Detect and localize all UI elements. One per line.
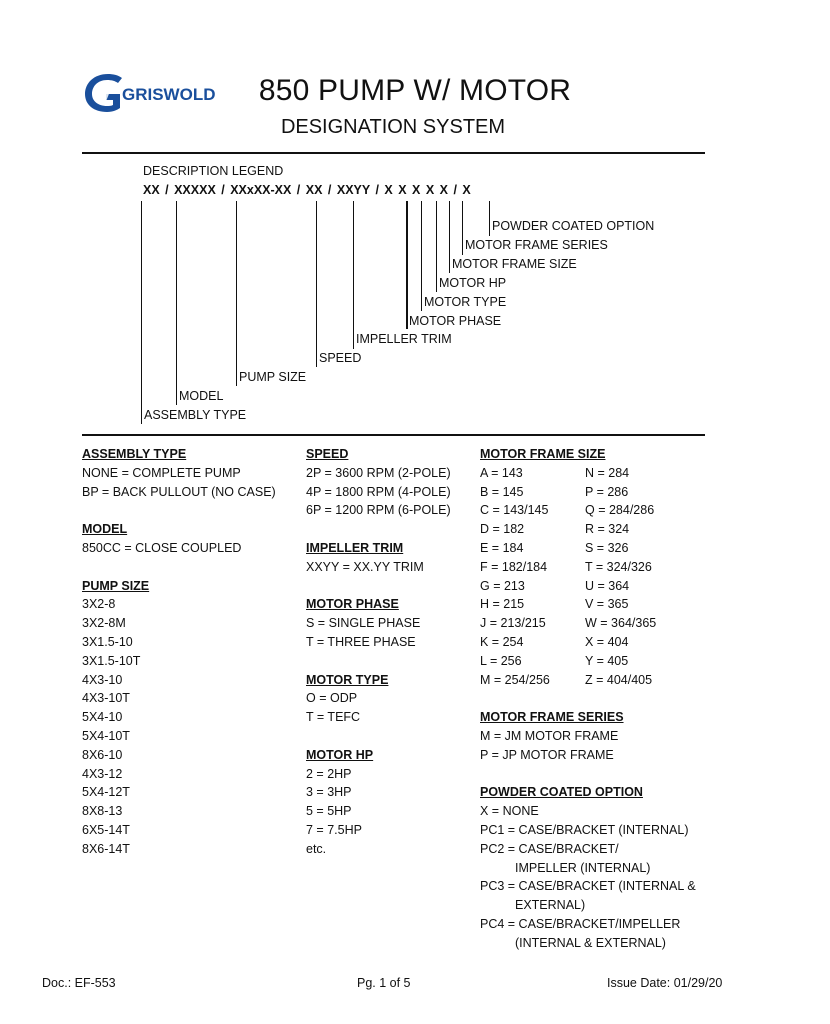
list-item: XXYY = XX.YY TRIM — [306, 559, 424, 574]
legend-line-motor-phase — [406, 201, 408, 329]
frame-size-value: Z = 404/405 — [585, 672, 653, 687]
column-2 — [306, 445, 451, 859]
logo-text: GRISWOLD — [122, 85, 216, 104]
legend-label-speed: SPEED — [319, 351, 362, 365]
frame-size-value: F = 182/184 — [480, 559, 548, 574]
list-item: 2 = 2HP — [306, 766, 352, 781]
list-item: 8X6-10 — [82, 747, 123, 762]
frame-size-value: T = 324/326 — [585, 559, 652, 574]
legend-label-motor-phase: MOTOR PHASE — [409, 314, 502, 328]
list-item: etc. — [306, 841, 327, 856]
list-item: 3X1.5-10T — [82, 653, 141, 668]
table-row — [480, 614, 696, 633]
legend-label-pump-size: PUMP SIZE — [239, 370, 307, 384]
table-row — [480, 577, 696, 596]
motor-hp-heading: MOTOR HP — [306, 747, 374, 762]
table-row — [480, 595, 696, 614]
list-item: 4P = 1800 RPM (4-POLE) — [306, 484, 451, 499]
frame-size-value: K = 254 — [480, 634, 524, 649]
list-item: 2P = 3600 RPM (2-POLE) — [306, 465, 451, 480]
list-item: BP = BACK PULLOUT (NO CASE) — [82, 484, 276, 499]
frame-size-value: M = 254/256 — [480, 672, 550, 687]
legend-label-impeller-trim: IMPELLER TRIM — [356, 332, 452, 346]
legend-label-assembly: ASSEMBLY TYPE — [144, 408, 247, 422]
frame-size-value: J = 213/215 — [480, 616, 546, 631]
list-item: P = JP MOTOR FRAME — [480, 747, 614, 762]
speed-heading: SPEED — [306, 447, 349, 461]
frame-size-value: G = 213 — [480, 578, 525, 593]
frame-size-value: A = 143 — [480, 465, 523, 480]
column-1 — [82, 445, 276, 859]
list-item: 8X8-13 — [82, 804, 123, 819]
frame-size-value: W = 364/365 — [585, 616, 657, 631]
issue-date: Issue Date: 01/29/20 — [607, 976, 723, 990]
document-number: Doc.: EF-553 — [42, 976, 116, 990]
frame-size-value: P = 286 — [585, 484, 629, 499]
frame-size-value: X = 404 — [585, 634, 629, 649]
list-item: EXTERNAL) — [515, 898, 586, 913]
list-item: PC2 = CASE/BRACKET/ — [480, 841, 619, 856]
list-item: 6X5-14T — [82, 822, 130, 837]
middle-divider — [82, 434, 705, 436]
frame-size-value: V = 365 — [585, 597, 629, 612]
column-3 — [480, 445, 696, 953]
list-item: 3 = 3HP — [306, 785, 352, 800]
frame-size-value: E = 184 — [480, 540, 524, 555]
table-row — [480, 633, 696, 652]
legend-line-motor-type — [421, 201, 422, 311]
table-row — [480, 520, 696, 539]
frame-size-value: H = 215 — [480, 597, 525, 612]
frame-size-value: Q = 284/286 — [585, 503, 655, 518]
list-item: T = TEFC — [306, 710, 361, 725]
legend-label-frame-series: MOTOR FRAME SERIES — [465, 238, 608, 252]
list-item: 3X1.5-10 — [82, 634, 133, 649]
list-item: NONE = COMPLETE PUMP — [82, 465, 241, 480]
list-item: PC4 = CASE/BRACKET/IMPELLER — [480, 916, 681, 931]
list-item: O = ODP — [306, 691, 358, 706]
legend-line-motor-hp — [436, 201, 437, 292]
page-number: Pg. 1 of 5 — [357, 976, 411, 990]
assembly-type-heading: ASSEMBLY TYPE — [82, 447, 187, 461]
list-item: 5 = 5HP — [306, 804, 352, 819]
list-item: 850CC = CLOSE COUPLED — [82, 540, 242, 555]
list-item: 6P = 1200 RPM (6-POLE) — [306, 503, 451, 518]
page-title: 850 PUMP W/ MOTOR — [258, 74, 572, 107]
frame-size-value: R = 324 — [585, 522, 630, 537]
legend-label-motor-type: MOTOR TYPE — [424, 295, 507, 309]
table-row — [480, 671, 696, 690]
frame-size-value: U = 364 — [585, 578, 630, 593]
legend-line-frame-series — [462, 201, 463, 255]
list-item: 5X4-10T — [82, 728, 130, 743]
legend-line-powder — [489, 201, 490, 236]
top-divider — [82, 152, 705, 154]
page-subtitle: DESIGNATION SYSTEM — [280, 116, 506, 138]
legend-line-speed — [316, 201, 317, 367]
legend-line-pump-size — [236, 201, 237, 386]
list-item: 4X3-12 — [82, 766, 123, 781]
list-item: 3X2-8 — [82, 597, 116, 612]
list-item: T = THREE PHASE — [306, 634, 416, 649]
frame-size-value: N = 284 — [585, 465, 630, 480]
frame-size-value: B = 145 — [480, 484, 524, 499]
list-item: 4X3-10T — [82, 691, 130, 706]
table-row — [480, 539, 696, 558]
table-row — [480, 558, 696, 577]
list-item: PC1 = CASE/BRACKET (INTERNAL) — [480, 822, 689, 837]
motor-phase-heading: MOTOR PHASE — [306, 597, 399, 612]
frame-size-value: L = 256 — [480, 653, 522, 668]
frame-size-value: D = 182 — [480, 522, 525, 537]
list-item: PC3 = CASE/BRACKET (INTERNAL & — [480, 879, 696, 894]
frame-size-heading: MOTOR FRAME SIZE — [480, 447, 606, 461]
legend-code: XX / XXXXX / XXxXX-XX / XX / XXYY / X X X X X / X — [143, 183, 471, 197]
powder-coated-heading: POWDER COATED OPTION — [480, 785, 643, 800]
list-item: 5X4-10 — [82, 710, 123, 725]
legend-line-impeller-trim — [353, 201, 354, 349]
list-item: 4X3-10 — [82, 672, 123, 687]
list-item: IMPELLER (INTERNAL) — [515, 860, 651, 875]
pump-size-heading: PUMP SIZE — [82, 578, 150, 593]
list-item: M = JM MOTOR FRAME — [480, 728, 619, 743]
list-item: 5X4-12T — [82, 785, 130, 800]
legend-line-assembly — [141, 201, 142, 424]
list-item: 8X6-14T — [82, 841, 130, 856]
table-row — [480, 501, 696, 520]
list-item: (INTERNAL & EXTERNAL) — [515, 935, 666, 950]
frame-size-value: S = 326 — [585, 540, 629, 555]
legend-line-frame-size — [449, 201, 450, 273]
frame-size-value: Y = 405 — [585, 653, 629, 668]
model-heading: MODEL — [82, 522, 128, 537]
list-item: X = NONE — [480, 804, 539, 819]
legend-label-motor-hp: MOTOR HP — [439, 276, 507, 290]
table-row — [480, 464, 696, 483]
motor-type-heading: MOTOR TYPE — [306, 672, 389, 687]
table-row — [480, 483, 696, 502]
legend-label-model: MODEL — [179, 389, 224, 403]
legend-label-frame-size: MOTOR FRAME SIZE — [452, 257, 577, 271]
legend-heading: DESCRIPTION LEGEND — [143, 164, 284, 178]
legend-label-powder: POWDER COATED OPTION — [492, 219, 655, 233]
list-item: 7 = 7.5HP — [306, 822, 362, 837]
impeller-trim-heading: IMPELLER TRIM — [306, 540, 404, 555]
list-item: 3X2-8M — [82, 616, 126, 631]
list-item: S = SINGLE PHASE — [306, 616, 421, 631]
frame-size-value: C = 143/145 — [480, 503, 549, 518]
table-row — [480, 652, 696, 671]
frame-series-heading: MOTOR FRAME SERIES — [480, 710, 624, 725]
legend-line-model — [176, 201, 177, 405]
